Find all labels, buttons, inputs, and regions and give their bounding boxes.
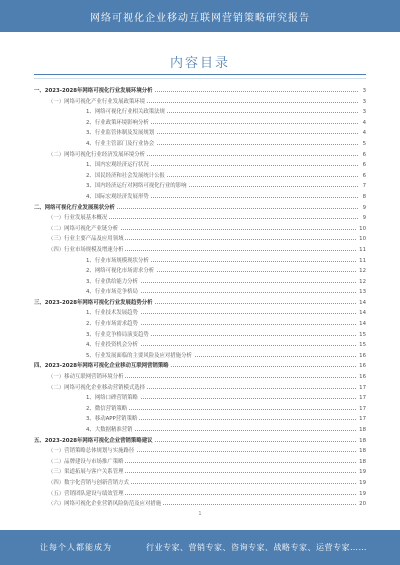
toc-entry-text: （二）网络可视化企业移动营销模式选择: [48, 383, 147, 394]
toc-entry-text: 3、行业竞争格局演变趋势: [86, 330, 151, 341]
toc-entry-text: 2、行业市场需求趋势: [86, 319, 140, 330]
toc-entry-page: 3: [361, 97, 366, 108]
toc-entry[interactable]: [34, 256, 366, 267]
footer-bar: [0, 530, 400, 565]
toc-entry-page: 18: [357, 457, 366, 468]
toc-entry-text: 3、移动APP营销策略: [86, 414, 139, 425]
toc-entry-text: （一）移动互联网营销环境分析: [48, 372, 125, 383]
toc-entry-text: （二）品牌建设与市场推广策略: [48, 457, 125, 468]
toc-entry[interactable]: [34, 330, 366, 341]
toc-entry[interactable]: [34, 192, 366, 203]
toc-heading: 内容目录: [169, 56, 230, 71]
toc-entry-text: 一、2023-2028年网络可视化行业发展环境分析: [34, 86, 155, 97]
toc-entry[interactable]: [34, 107, 366, 118]
toc-entry-page: 14: [357, 319, 366, 330]
toc-entry-page: 15: [357, 330, 366, 341]
toc-entry[interactable]: [34, 266, 366, 277]
toc-entry-page: 19: [357, 467, 366, 478]
toc-entry-text: 3、国内经济运行对网络可视化行业的影响: [86, 181, 188, 192]
toc-entry[interactable]: [34, 287, 366, 298]
footer-slogan: 让每个人都能成为: [40, 543, 112, 552]
toc-entry[interactable]: [34, 97, 366, 108]
toc-entry[interactable]: [34, 181, 366, 192]
toc-entry-page: 19: [357, 489, 366, 500]
toc-entry[interactable]: [34, 478, 366, 489]
toc-entry-page: 12: [357, 277, 366, 288]
toc-entry-text: 4、大数据精准营销: [86, 425, 135, 436]
toc-entry-text: 1、国内宏观经济运行状况: [86, 160, 151, 171]
page-number: 1: [198, 511, 202, 517]
toc-entry[interactable]: [34, 351, 366, 362]
toc-entry-page: 18: [357, 446, 366, 457]
header-bar: [0, 0, 400, 32]
toc-entry-text: 五、2023-2028年网络可视化企业营销策略建议: [34, 436, 155, 447]
toc-entry-page: 14: [357, 308, 366, 319]
toc-entry-page: 17: [357, 383, 366, 394]
toc-entry-text: （六）网络可视化企业营销风险防范及应对措施: [48, 499, 163, 510]
toc-entry[interactable]: [34, 308, 366, 319]
toc-entry-text: 三、2023-2028年网络可视化行业发展趋势分析: [34, 298, 155, 309]
toc-entry-page: 13: [357, 287, 366, 298]
report-title: 网络可视化企业移动互联网营销策略研究报告: [90, 13, 310, 24]
toc-entry[interactable]: [34, 404, 366, 415]
toc-entry[interactable]: [34, 213, 366, 224]
toc-entry[interactable]: [34, 160, 366, 171]
toc-entry[interactable]: [34, 425, 366, 436]
table-of-contents: [34, 86, 366, 510]
toc-entry-text: 二、网络可视化行业发展现状分析: [34, 203, 117, 214]
toc-entry-text: （四）行业市场规模及增速分析: [48, 245, 125, 256]
toc-entry-text: 3、行业监管体制及发展规划: [86, 128, 156, 139]
toc-entry-text: 4、行业主管部门及行业协会: [86, 139, 156, 150]
toc-entry-page: 11: [357, 245, 366, 256]
toc-entry-text: （四）数字化营销与创新营销方式: [48, 478, 131, 489]
toc-entry-page: 16: [357, 361, 366, 372]
toc-entry-page: 15: [357, 340, 366, 351]
toc-entry-page: 17: [357, 393, 366, 404]
toc-entry-text: （三）行业主要产品及应用领域: [48, 234, 125, 245]
toc-entry-page: 7: [361, 181, 366, 192]
toc-entry[interactable]: [34, 139, 366, 150]
toc-entry-text: 2、微信营销策略: [86, 404, 129, 415]
toc-entry[interactable]: [34, 150, 366, 161]
toc-entry[interactable]: [34, 86, 366, 97]
toc-entry-text: 4、行业投资机会分析: [86, 340, 140, 351]
toc-entry-page: 12: [357, 266, 366, 277]
toc-entry-page: 5: [361, 139, 366, 150]
toc-entry[interactable]: [34, 234, 366, 245]
toc-entry-page: 19: [357, 478, 366, 489]
toc-entry[interactable]: [34, 277, 366, 288]
toc-entry-text: 1、行业市场规模现状分析: [86, 256, 151, 267]
toc-entry-page: 14: [357, 298, 366, 309]
toc-entry[interactable]: [34, 118, 366, 129]
toc-entry-text: 1、行业技术发展趋势: [86, 308, 140, 319]
toc-entry-page: 4: [361, 118, 366, 129]
toc-entry-page: 6: [361, 171, 366, 182]
footer-tagline: 行业专家、营销专家、咨询专家、战略专家、运营专家……: [146, 543, 367, 552]
toc-entry-page: 4: [361, 128, 366, 139]
toc-entry-text: 5、行业发展面临的主要风险及应对措施分析: [86, 351, 194, 362]
toc-entry-text: 2、行业政策环境影响分析: [86, 118, 151, 129]
toc-entry-text: 2、国民经济和社会发展统计公报: [86, 171, 167, 182]
toc-entry-text: 4、国际宏观经济发展形势: [86, 192, 151, 203]
toc-entry-page: 3: [361, 107, 366, 118]
toc-entry[interactable]: [34, 393, 366, 404]
toc-entry[interactable]: [34, 224, 366, 235]
toc-entry-page: 8: [361, 192, 366, 203]
toc-entry[interactable]: [34, 436, 366, 447]
toc-entry-page: 11: [357, 256, 366, 267]
toc-entry[interactable]: [34, 414, 366, 425]
toc-entry-text: （二）网络可视化行业经济发展环境分析: [48, 150, 147, 161]
toc-entry-text: 4、行业市场竞争格局: [86, 287, 140, 298]
toc-entry-page: 17: [357, 404, 366, 415]
toc-entry-page: 9: [361, 213, 366, 224]
toc-entry-page: 3: [361, 86, 366, 97]
toc-entry-text: 1、网络口碑营销策略: [86, 393, 140, 404]
toc-entry-text: （一）营销策略总体规划与实施路径: [48, 446, 136, 457]
toc-entry-page: 9: [361, 203, 366, 214]
toc-entry-page: 17: [357, 414, 366, 425]
toc-entry[interactable]: [34, 499, 366, 510]
toc-entry-page: 10: [357, 234, 366, 245]
toc-entry[interactable]: [34, 383, 366, 394]
toc-entry[interactable]: [34, 319, 366, 330]
toc-entry[interactable]: [34, 340, 366, 351]
heading-divider: [34, 74, 366, 75]
toc-entry-page: 16: [357, 351, 366, 362]
toc-entry-page: 18: [357, 436, 366, 447]
toc-entry-page: 16: [357, 372, 366, 383]
toc-entry-page: 18: [357, 425, 366, 436]
toc-entry-text: 2、网络可视化市场需求分析: [86, 266, 156, 277]
toc-entry[interactable]: [34, 361, 366, 372]
toc-entry[interactable]: [34, 457, 366, 468]
toc-entry[interactable]: [34, 298, 366, 309]
toc-entry-text: （二）网络可视化产业链分析: [48, 224, 120, 235]
toc-entry[interactable]: [34, 203, 366, 214]
toc-entry-text: 四、2023-2028年网络可视化企业移动互联网营销策略: [34, 361, 171, 372]
toc-entry[interactable]: [34, 372, 366, 383]
toc-entry-text: （一）行业发展基本概况: [48, 213, 109, 224]
heading-divider-thin: [34, 78, 366, 79]
toc-entry-page: 6: [361, 150, 366, 161]
toc-entry[interactable]: [34, 128, 366, 139]
toc-entry[interactable]: [34, 446, 366, 457]
toc-entry[interactable]: [34, 245, 366, 256]
toc-entry-text: （三）渠道拓展与客户关系管理: [48, 467, 125, 478]
toc-entry-text: （五）营销团队建设与绩效管理: [48, 489, 125, 500]
toc-entry-page: 6: [361, 160, 366, 171]
toc-entry-page: 20: [357, 499, 366, 510]
toc-entry-text: 1、网络可视化行业相关政策法规: [86, 107, 167, 118]
toc-entry-text: （一）网络可视化产业行业发展政策环境: [48, 97, 147, 108]
toc-entry[interactable]: [34, 467, 366, 478]
toc-entry[interactable]: [34, 171, 366, 182]
toc-entry-text: 3、行业供给能力分析: [86, 277, 140, 288]
toc-entry-page: 10: [357, 224, 366, 235]
toc-entry[interactable]: [34, 489, 366, 500]
